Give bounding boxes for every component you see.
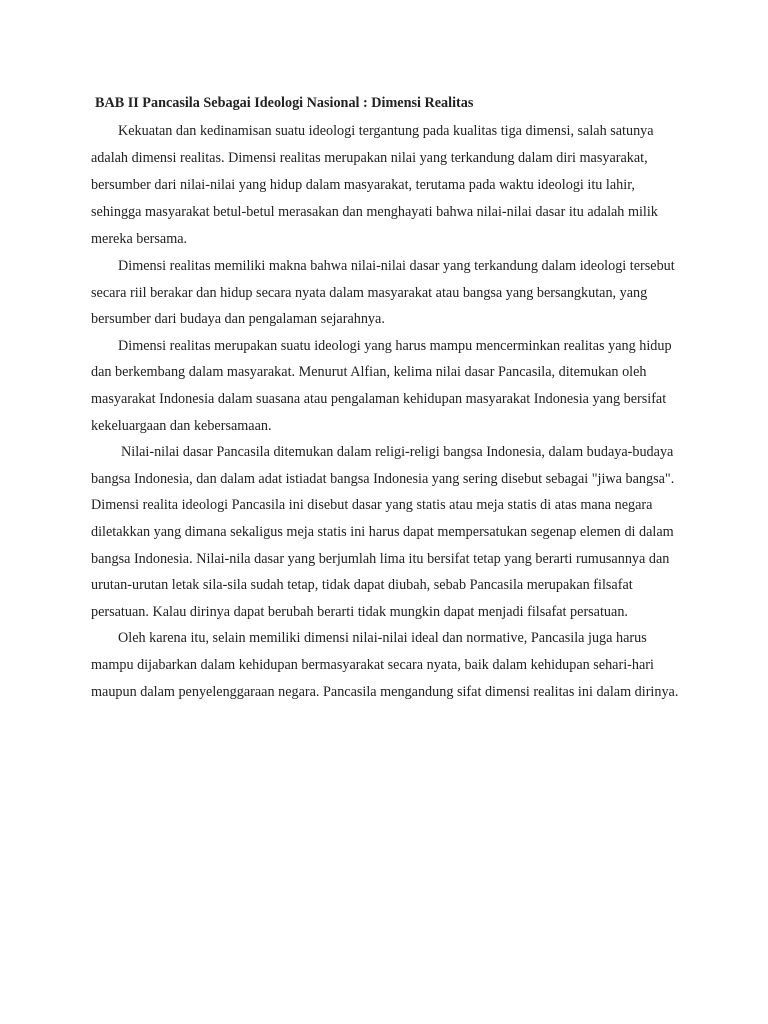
document-title: BAB II Pancasila Sebagai Ideologi Nasional : Dimensi Realitas (95, 95, 474, 111)
paragraph-2: Dimensi realitas memiliki makna bahwa nilai-nilai dasar yang terkandung dalam ideologi tersebut secara riil berakar dan hidup secara nyata dalam masyarakat atau bangsa yang bersangkutan, yang bersumber dari budaya dan pengalaman sejarahnya. (91, 258, 675, 328)
paragraph-4: Nilai-nilai dasar Pancasila ditemukan dalam religi-religi bangsa Indonesia, dalam budaya-budaya bangsa Indonesia, dan dalam adat istiadat bangsa Indonesia yang sering disebut sebagai "jiwa bangsa". Dimensi realita ideologi Pancasila ini disebut dasar yang statis atau meja statis di atas mana negara diletakkan yang dimana sekaligus meja statis ini harus dapat mempersatukan segenap elemen di dalam bangsa Indonesia. Nilai-nila dasar yang berjumlah lima itu bersifat tetap yang berarti rumusannya dan urutan-urutan letak sila-sila sudah tetap, tidak dapat diubah, sebab Pancasila merupakan filsafat persatuan. Kalau dirinya dapat berubah berarti tidak mungkin dapat menjadi filsafat persatuan. (91, 444, 675, 620)
paragraph-5: Oleh karena itu, selain memiliki dimensi nilai-nilai ideal dan normative, Pancasila juga harus mampu dijabarkan dalam kehidupan bermasyarakat secara nyata, baik dalam kehidupan sehari-hari maupun dalam penyelenggaraan negara. Pancasila mengandung sifat dimensi realitas ini dalam dirinya. (91, 630, 679, 700)
paragraph-1: Kekuatan dan kedinamisan suatu ideologi tergantung pada kualitas tiga dimensi, salah satunya adalah dimensi realitas. Dimensi realitas merupakan nilai yang terkandung dalam diri masyarakat, bersumber dari nilai-nilai yang hidup dalam masyarakat, terutama pada waktu ideologi itu lahir, sehingga masyarakat betul-betul merasakan dan menghayati bahwa nilai-nilai dasar itu adalah milik mereka bersama. (91, 123, 658, 247)
document-body (91, 92, 681, 705)
paragraph-3: Dimensi realitas merupakan suatu ideologi yang harus mampu mencerminkan realitas yang hidup dan berkembang dalam masyarakat. Menurut Alfian, kelima nilai dasar Pancasila, ditemukan oleh masyarakat Indonesia dalam suasana atau pengalaman kehidupan masyarakat Indonesia yang bersifat kekeluargaan dan kebersamaan. (91, 337, 672, 434)
